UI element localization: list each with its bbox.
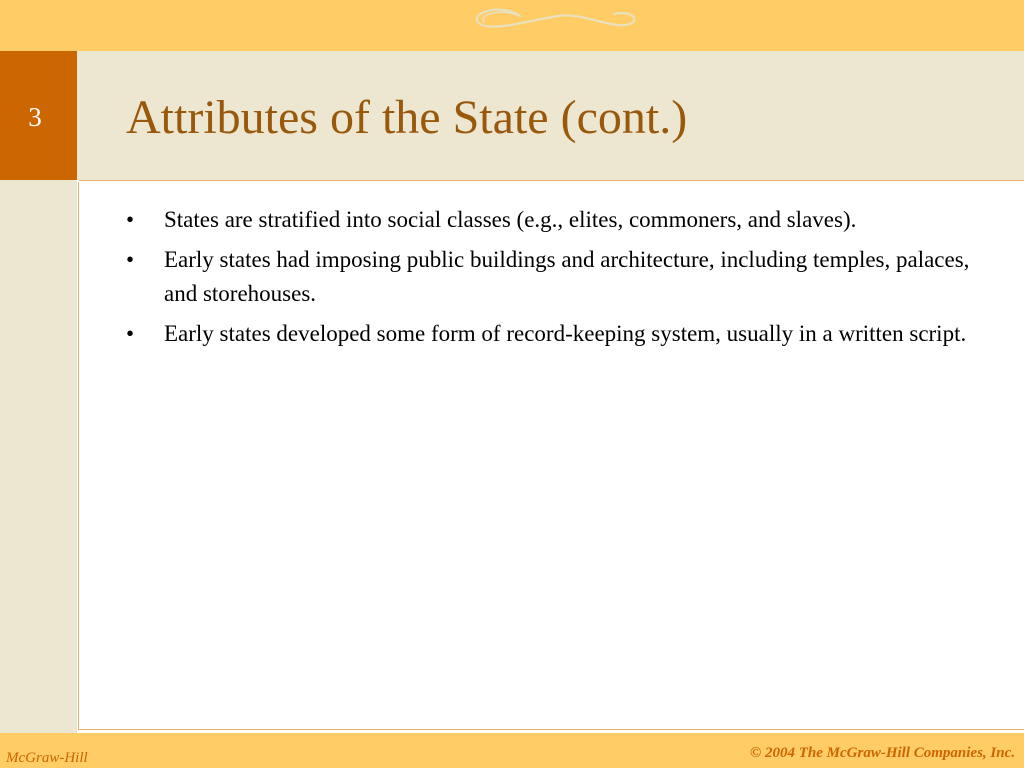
bullet-text: States are stratified into social classes (e.g., elites, commoners, and slaves).	[164, 207, 857, 232]
bullet-mark: •	[126, 207, 135, 232]
bullet-text: Early states had imposing public buildings and architecture, including temples, palaces, and storehouses.	[164, 247, 970, 306]
slide-number: 3	[28, 102, 42, 132]
bullet-mark: •	[126, 321, 135, 346]
bullet-item	[126, 243, 986, 311]
bullet-list	[126, 203, 986, 357]
publisher-label: McGraw-Hill	[6, 750, 88, 766]
bullet-text: Early states developed some form of record-keeping system, usually in a written script.	[164, 321, 967, 346]
bullet-item	[126, 203, 986, 237]
slide-title: Attributes of the State (cont.)	[126, 91, 688, 144]
bullet-item	[126, 317, 986, 351]
flourish-icon	[462, 4, 638, 40]
top-band	[0, 0, 1024, 51]
body-bottom-divider	[79, 729, 1024, 730]
title-divider	[79, 180, 1024, 181]
body-left-divider	[78, 182, 79, 730]
bullet-mark: •	[126, 247, 135, 272]
copyright-notice: © 2004 The McGraw-Hill Companies, Inc.	[750, 745, 1015, 761]
